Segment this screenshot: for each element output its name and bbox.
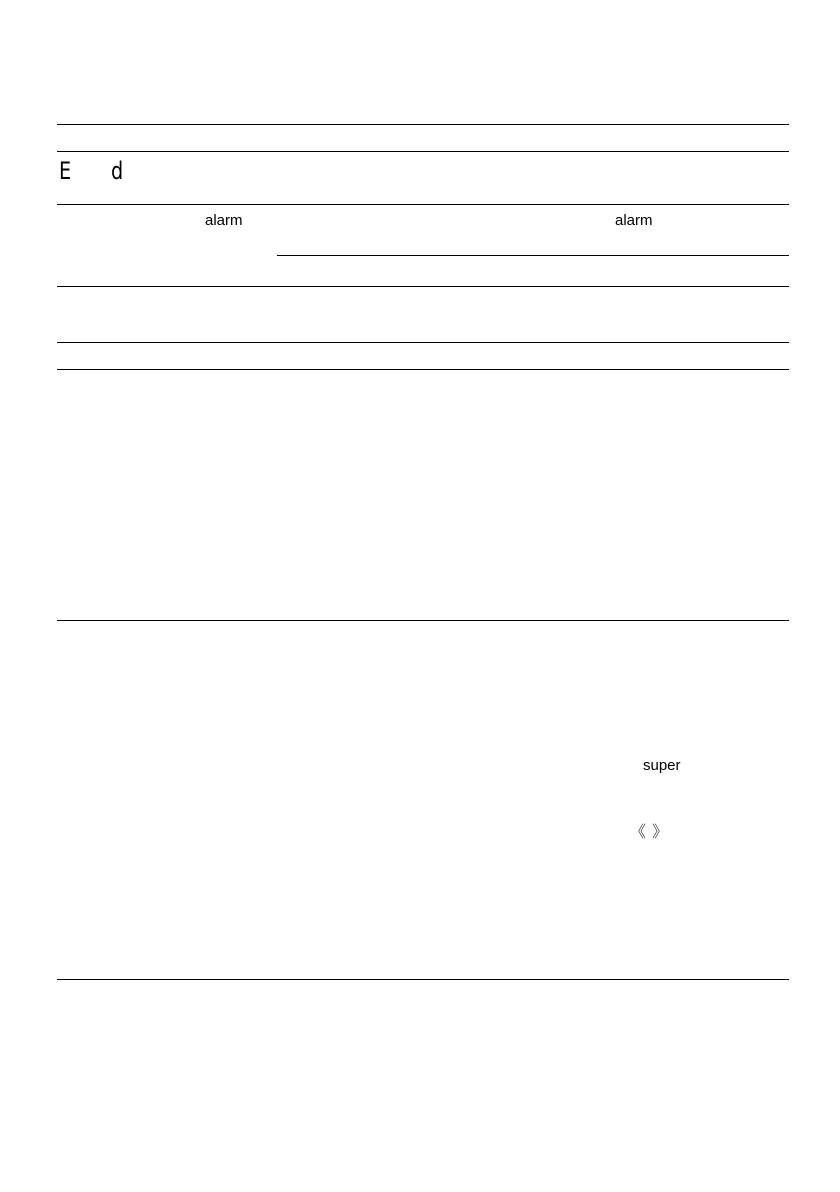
row-divider [57,204,789,205]
alarm-label-left: alarm [205,212,243,229]
table-header-rule [57,151,789,152]
alarm-label-right: alarm [615,212,653,229]
row-divider [57,286,789,287]
row-subdivider [277,255,789,256]
display-code-e: E [59,157,72,185]
row-divider [57,620,789,621]
table-bottom-rule [57,342,789,343]
table-bottom-rule [57,979,789,980]
table-top-rule [57,369,789,370]
double-chevron-left-icon: 《 [630,822,647,841]
double-chevron-right-icon: 》 [652,822,669,841]
display-code-d: d [111,157,124,185]
super-label: super [643,757,681,774]
table-top-rule [57,124,789,125]
